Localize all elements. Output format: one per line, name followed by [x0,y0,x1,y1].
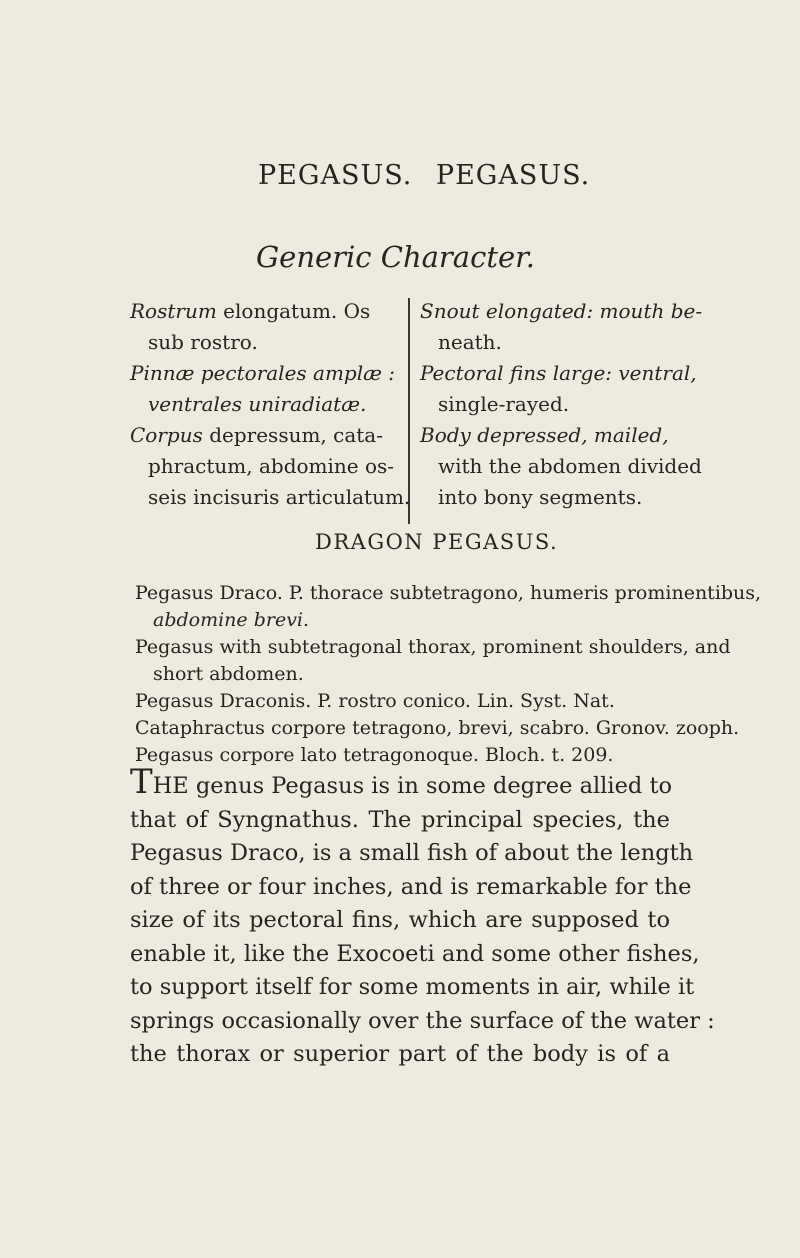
latin-line: Pinnæ pectorales amplæ : [130,361,396,385]
species-title: DRAGON PEGASUS. [315,530,559,554]
english-line: Snout elongated: mouth be- [420,299,703,323]
english-line: Body depressed, mailed, [420,423,669,447]
synonymy-line: short abdomen. [153,663,304,685]
english-line: Pectoral fins large: ventral, [420,361,697,385]
english-line: single-rayed. [438,392,570,416]
generic-character-columns [130,296,703,524]
latin-line: sub rostro. [148,330,258,354]
running-head-right: PEGASUS. [435,160,591,191]
body-line: springs occasionally over the surface of the water : [130,1007,715,1034]
body-line: enable it, like the Exocoeti and some other fishes, [130,940,700,967]
latin-column [130,296,411,524]
body-line: the thorax or superior part of the body is of a [130,1041,670,1067]
latin-line: ventrales uniradiatæ. [148,392,367,416]
body-line: that of Syngnathus. The principal species, the [130,806,670,833]
synonymy-line: abdomine brevi. [153,609,310,631]
english-column [410,296,702,524]
section-title: Generic Character. [256,240,536,274]
latin-line: phractum, abdomine os- [148,454,395,478]
latin-line: seis incisuris articulatum. [148,485,411,509]
latin-line: Rostrum elongatum. Os [130,299,371,323]
body-line: to support itself for some moments in air, while it [130,974,695,1000]
running-head-left: PEGASUS. [258,160,413,191]
english-line: into bony segments. [438,485,643,509]
english-line: with the abdomen divided [438,454,702,478]
body-paragraph [130,762,715,1072]
synonymy-block [135,580,762,769]
synonymy-line: Pegasus corpore lato tetragonoque. Bloch. t. 209. [135,744,614,766]
synonymy-line: Pegasus Draconis. P. rostro conico. Lin. Syst. Nat. [135,690,615,712]
english-line: neath. [438,330,502,354]
body-line: size of its pectoral fins, which are supposed to [130,907,670,933]
synonymy-line: Pegasus with subtetragonal thorax, prominent shoulders, and [135,636,731,658]
drop-cap: T [130,762,153,802]
latin-line: Corpus depressum, cata- [130,423,383,447]
synonymy-line: Pegasus Draco. P. thorace subtetragono, humeris prominentibus, [135,582,762,604]
body-line: of three or four inches, and is remarkable for the [130,873,692,900]
synonymy-line: Cataphractus corpore tetragono, brevi, scabro. Gronov. zooph. [135,717,740,739]
body-line: THE genus Pegasus is in some degree allied to [130,762,673,802]
running-head [258,160,604,191]
body-line: Pegasus Draco, is a small fish of about the length [130,840,694,866]
